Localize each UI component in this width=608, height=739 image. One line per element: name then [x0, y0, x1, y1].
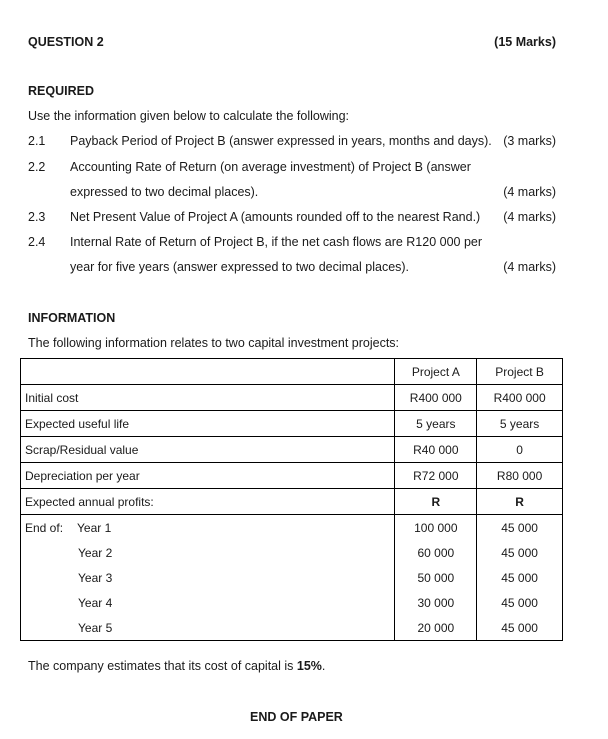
year-label: Year 5: [78, 620, 113, 635]
cell-project-a: R40 000: [395, 437, 477, 463]
item-marks: (4 marks): [503, 185, 556, 199]
cell-project-a: 100 000: [395, 515, 477, 541]
table-row-year-5: [21, 615, 563, 641]
year-label: Year 3: [78, 570, 113, 585]
table-row: [21, 489, 563, 515]
table-row: [21, 385, 563, 411]
project-table: [20, 358, 563, 641]
cell-project-b: 45 000: [477, 540, 563, 565]
year-label: Year 1: [77, 520, 112, 535]
information-intro: The following information relates to two capital investment projects:: [28, 336, 400, 350]
cell-project-b: 45 000: [477, 590, 563, 615]
item-number: 2.1: [28, 134, 46, 148]
year-label-cell: [21, 515, 395, 541]
item-marks: (3 marks): [503, 134, 556, 148]
cell-project-a: R400 000: [395, 385, 477, 411]
cell-project-b: 45 000: [477, 615, 563, 641]
year-label-cell: [21, 565, 395, 590]
table-row-year-2: [21, 540, 563, 565]
cell-project-a: 30 000: [395, 590, 477, 615]
cell-project-a: 5 years: [395, 411, 477, 437]
cell-project-b: 45 000: [477, 565, 563, 590]
cell-project-b: R80 000: [477, 463, 563, 489]
item-number: 2.3: [28, 210, 46, 224]
item-marks: (4 marks): [503, 210, 556, 224]
information-heading: INFORMATION: [28, 311, 116, 325]
table-header-row: [21, 359, 563, 385]
header-empty-cell: [21, 359, 395, 385]
cell-project-a: R72 000: [395, 463, 477, 489]
year-label-cell: [21, 540, 395, 565]
cost-suffix: .: [321, 659, 326, 673]
table-row: [21, 463, 563, 489]
end-of-label: End of:: [25, 520, 64, 535]
item-text: Net Present Value of Project A (amounts rounded off to the nearest Rand.): [70, 210, 481, 224]
item-number: 2.4: [28, 235, 46, 249]
row-label: Expected annual profits:: [21, 489, 395, 515]
cost-value: 15%: [296, 659, 322, 673]
table-row-year-4: [21, 590, 563, 615]
end-of-paper: END OF PAPER: [250, 710, 343, 724]
cell-project-a: 50 000: [395, 565, 477, 590]
cell-project-b: R400 000: [477, 385, 563, 411]
cell-project-b: R: [477, 489, 563, 515]
item-text-continued: year for five years (answer expressed to two decimal places).: [70, 260, 410, 274]
item-marks: (4 marks): [503, 260, 556, 274]
required-intro: Use the information given below to calculate the following:: [28, 109, 350, 123]
item-number: 2.2: [28, 160, 46, 174]
table-row: [21, 437, 563, 463]
item-text: Accounting Rate of Return (on average investment) of Project B (answer: [70, 160, 471, 174]
year-label-cell: [21, 615, 395, 641]
cell-project-a: 20 000: [395, 615, 477, 641]
cost-of-capital-statement: [28, 659, 325, 673]
question-title: QUESTION 2: [28, 35, 104, 49]
column-header-project-b: Project B: [477, 359, 563, 385]
year-label: Year 4: [78, 595, 113, 610]
required-heading: REQUIRED: [28, 84, 94, 98]
row-label: Expected useful life: [21, 411, 395, 437]
total-marks: (15 Marks): [494, 35, 556, 49]
column-header-project-a: Project A: [395, 359, 477, 385]
table-row-year-3: [21, 565, 563, 590]
table-row: [21, 411, 563, 437]
cell-project-b: 45 000: [477, 515, 563, 541]
cell-project-a: R: [395, 489, 477, 515]
row-label: Initial cost: [21, 385, 395, 411]
row-label: Scrap/Residual value: [21, 437, 395, 463]
row-label: Depreciation per year: [21, 463, 395, 489]
year-label: Year 2: [78, 545, 113, 560]
year-label-cell: [21, 590, 395, 615]
cell-project-b: 5 years: [477, 411, 563, 437]
item-text: Payback Period of Project B (answer expressed in years, months and days).: [70, 134, 492, 148]
item-text: Internal Rate of Return of Project B, if the net cash flows are R120 000 per: [70, 235, 483, 249]
item-text-continued: expressed to two decimal places).: [70, 185, 259, 199]
table-row-year-1: [21, 515, 563, 541]
cost-prefix: The company estimates that its cost of capital is: [28, 659, 297, 673]
cell-project-a: 60 000: [395, 540, 477, 565]
cell-project-b: 0: [477, 437, 563, 463]
